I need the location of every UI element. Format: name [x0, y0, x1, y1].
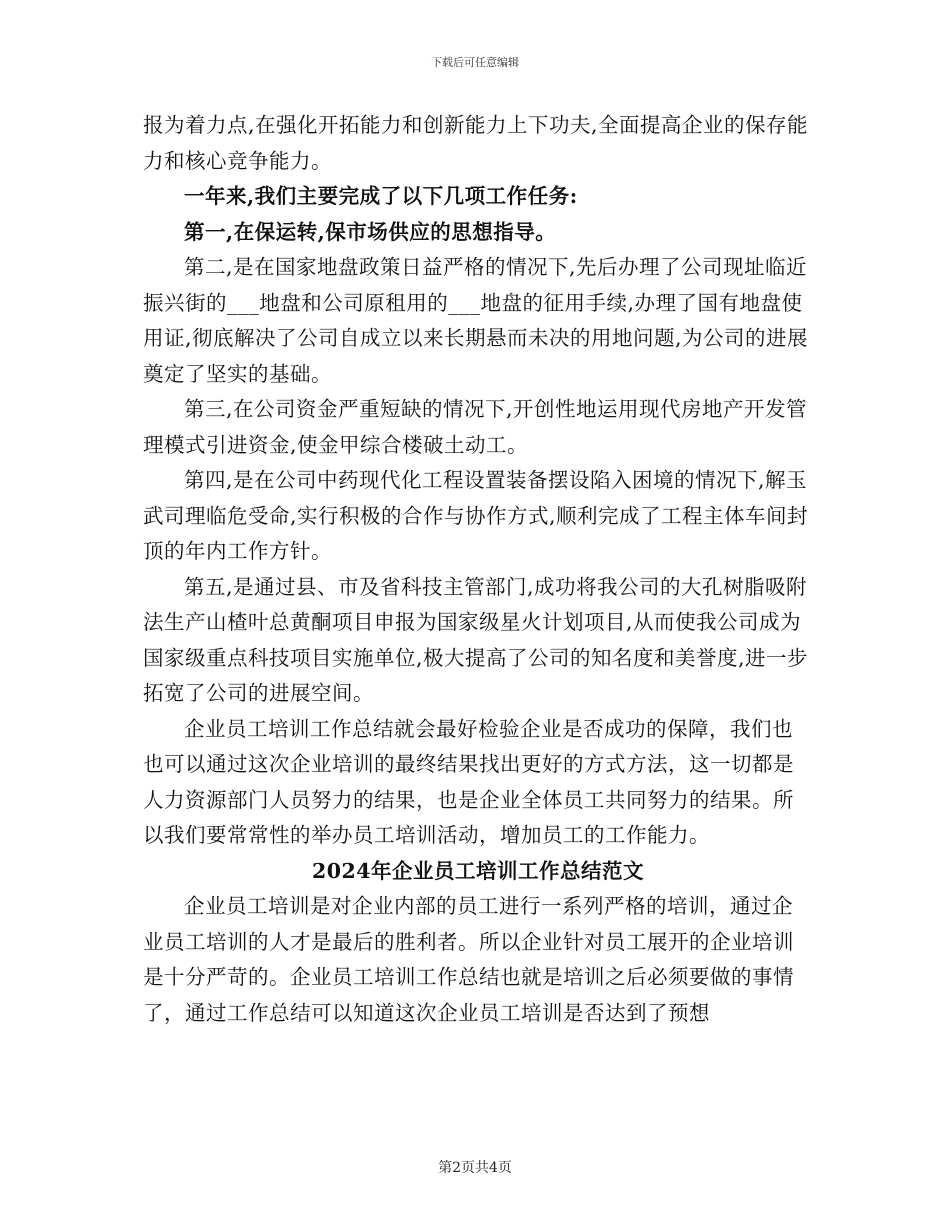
- paragraph-task-third: 第三,在公司资金严重短缺的情况下,开创性地运用现代房地产开发管理模式引进资金,使金甲综合楼破土动工。: [143, 397, 808, 457]
- paragraph-task-first: 第一,在保运转,保市场供应的思想指导。: [184, 219, 557, 244]
- paragraph-training-summary: 企业员工培训工作总结就会最好检验企业是否成功的保障，我们也也可以通过这次企业培训的最终结果找出更好的方式方法，这一切都是人力资源部门人员努力的结果，也是企业全体员工共同努力的结果。所以我们要常常性的举办员工培训活动，增加员工的工作能力。: [143, 716, 794, 847]
- page-number-footer: 第2页共4页: [438, 1160, 512, 1176]
- document-body: [143, 108, 813, 1031]
- paragraph-continuation: 报为着力点,在强化开拓能力和创新能力上下功夫,全面提高企业的保存能力和核心竞争能力。: [143, 113, 809, 173]
- paragraph-task-fifth: 第五,是通过县、市及省科技主管部门,成功将我公司的大孔树脂吸附法生产山楂叶总黄酮项目申报为国家级星火计划项目,从而使我公司成为国家级重点科技项目实施单位,极大提高了公司的知名度和美誉度,进一步拓宽了公司的进展空间。: [143, 574, 809, 705]
- paragraph-task-second: 第二,是在国家地盘政策日益严格的情况下,先后办理了公司现址临近振兴街的___地盘和公司原租用的___地盘的征用手续,办理了国有地盘使用证,彻底解决了公司自成立以来长期悬而未决的用地问题,为公司的进展奠定了坚实的基础。: [143, 255, 809, 386]
- paragraph-task-fourth: 第四,是在公司中药现代化工程设置装备摆设陷入困境的情况下,解玉武司理临危受命,实行积极的合作与协作方式,顺利完成了工程主体车间封顶的年内工作方针。: [143, 468, 809, 563]
- section-title: 2024年企业员工培训工作总结范文: [311, 858, 645, 883]
- page-header-note: 下载后可任意编辑: [431, 56, 519, 69]
- paragraph-training-intro: 企业员工培训是对企业内部的员工进行一系列严格的培训，通过企业员工培训的人才是最后的胜利者。所以企业针对员工展开的企业培训是十分严苛的。企业员工培训工作总结也就是培训之后必须要做的事情了，通过工作总结可以知道这次企业员工培训是否达到了预想: [143, 894, 794, 1025]
- paragraph-tasks-intro: 一年来,我们主要完成了以下几项工作任务:: [184, 184, 578, 208]
